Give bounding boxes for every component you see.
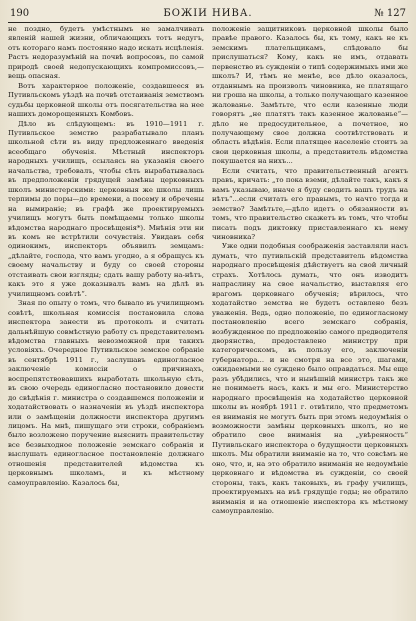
text-columns [8, 25, 408, 615]
page-header [8, 8, 408, 23]
issue-number: № 127 [374, 8, 406, 19]
paragraph: Если считать, что правительственный агентъ правъ, кричать: „то пока вземи, дѣлайте такъ, какъ я вамъ указываю, иначе я буду сводить вашъ трудъ на нѣтъ“...если считать его правымъ, то начто тогда и земство? Замѣтьте,—дѣло идетъ о обязанности въ томъ, что правительство скажетъ въ томъ, что чтобы писать подъ диктовку приставленнаго къ нему чиновника? [212, 166, 408, 241]
paragraph: Вотъ характерное положеніе, создавшееся въ Путивльскомъ уѣздѣ на почвѣ отстаиванія земствомъ судьбы церковной школы отъ посягательства на нее нашихъ доморощенныхъ Комбовъ. [8, 81, 204, 119]
left-column [8, 25, 204, 615]
paragraph: Зная по опыту о томъ, что бывало въ училищномъ совѣтѣ, школьная комиссія постановила слова инспектора занести въ протоколъ и считать дальнѣйшую совмѣстную работу съ представителемъ вѣдомства главныхъ невозможной при такихъ условіяхъ. Очередное Путивльское земское собраніе въ сентябрѣ 1911 г., заслушавъ единогласное заключеніе комиссіи о причинахъ, воспрепятствовавшихъ выработать школьную сѣть, въ свою очередь единогласно постановило довести до свѣдѣнія г. министра о создавшемся положеніи и ходатайствовать о назначеніи въ уѣздѣ инспектора или о замѣщеніи должности инспектора другимъ лицомъ. На мнѣ, пишущаго эти строки, собраніемъ было возложено поручение выяснить правительству все безвыходное положеніе земскаго собранія и выслушать единогласное постановленіе должнаго отношенія представителей вѣдомства къ церковнымъ школамъ, и къ мѣстному самоуправленію. Казалось бы, [8, 299, 204, 487]
journal-title: БОЖІИ НИВА. [163, 8, 253, 19]
page-number: 190 [10, 8, 30, 19]
paragraph: не поздно, будетъ умѣстнымъ не замалчивать явленій нашей жизни, обличающихъ тотъ недугъ, отъ котораго намъ постоянно надо искать исцѣленія. Растъ недоразумѣній на почвѣ вопросовъ, по самой природѣ своей недопускающихъ компромиссовъ,— вещь опасная. [8, 25, 204, 81]
right-column [212, 25, 408, 615]
paragraph: положеніе защитниковъ церковной школы было правѣе правого. Казалось бы, къ тому, какъ не къ земскимъ плательщикамъ, слѣдовало бы прислушаться? Кому, какъ не имъ, отдавать первенство въ сужденіи о типѣ содержимыхъ ими же школъ? И, тѣмъ не менѣе, все дѣло оказалось, отданнымъ на произволъ чиновника, не платящаго ни грошa на школы, а только получающаго казенное жалованье. Замѣтьте, что если казенные люди говорятъ „не платятъ такъ казенное жалованье“—дѣло не предосудительное, а почетное, но получающему свое должна соотвѣтствовать и область вѣдѣнія. Если платящее населеніе стоитъ за свои церковныя школы, а представитель вѣдомства покушается на нихъ... [212, 25, 408, 166]
paragraph: Уже одни подобныя соображенія заставляли насъ думать, что путивльскій представитель вѣдомства народнаго просвѣщенія дѣйствуетъ на свой личный страхъ. Хотѣлось думать, что онъ изводитъ напраслину на свое начальство, выставляя его врагомъ церковнаго обученія; вѣрилось, что ходатайство земства не будетъ оставлено безъ уваженія. Ведь, одно положеніе, по единогласному постановленію всего земскаго собранія, возбужденное по предложенію самого предводителя дворянства, предоставлено министру при категорическомъ, въ пользу его, заключеніи губернатора... и не смотря на все это, шагами, ожидаемыми не суждено было оправдаться. Мы еще разъ убѣдились, что и нынѣшній министръ такъ же не понимаетъ насъ, какъ и мы его. Министерство народнаго просвѣщенія на ходатайство церковной школы въ ноябрѣ 1911 г. отвѣтило, что предметомъ ея вниманія не могутъ быть при этомъ недоумѣнія о возможности замѣны церковныхъ школъ, но не обратило свое вниманія на „увѣренность“ Путивльскаго инспектора о будущности церковныхъ школъ. Мы обратили вниманіе на то, что совсѣмъ не оно, что, и, на это обратило вниманія не недоумѣніе церковнаго и вѣдомства въ сужденіи, со своей стороны, такъ, какъ таковыхъ, въ графу училищъ, проектируемыхъ на въѣ грядущіе годы; не обратило вниманія и на отношеніе инспектора къ мѣстному самоуправленію. [212, 242, 408, 516]
paragraph: Дѣло въ слѣдующемъ: въ 1910—1911 г. Путивльское земство разрабатывало планъ школьной сѣти въ виду предложеннаго введенія всеобщаго обученія. Мѣстный инспекторъ народныхъ училищъ, ссылаясь на указанія своего начальства, требовалъ, чтобы сѣть вырабатывалась въ предположеніи грядущей замѣны церковныхъ школъ министерскими: церковныя же школы лишь терпимы до поры—до времени, а посему и обречены на вымираніе; въ графѣ же проектируемыхъ училищъ могутъ быть помѣщаемы только школы вѣдомства народнаго просвѣщенія*). Мнѣнія эти ни въ комъ не встрѣтили сочувствія. Увидавъ себя одинокимъ, инспекторъ объявилъ земцамъ: „дѣлайте, господа, что вамъ угодно, а я обращусь къ своему начальству и буду со своей стороны отстаивать свои взгляды; сдать вашу работу на-нѣтъ, какъ это я уже доказывалъ вамъ на дѣлѣ въ училищномъ совѣтѣ“. [8, 119, 204, 298]
